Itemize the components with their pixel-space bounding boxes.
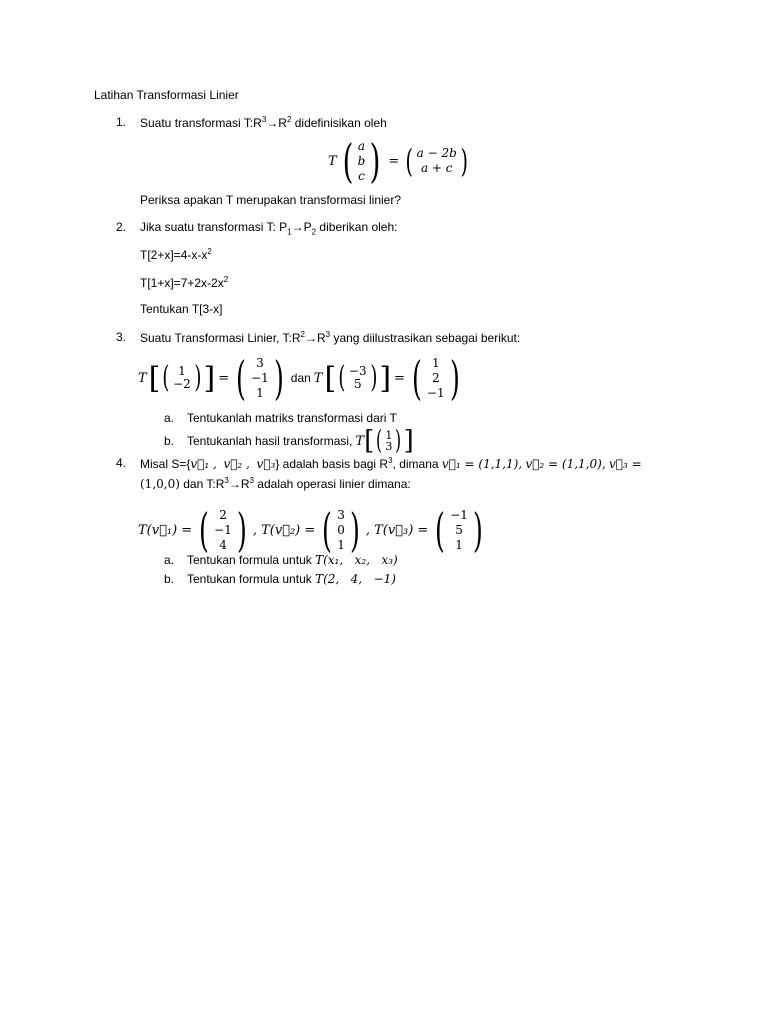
problem-1-output-vector: ( a − 2b a + c ) <box>405 142 468 180</box>
problem-3-statement: Suatu Transformasi Linier, $T:R^2\to R^3$ yang diilustrasikan sebagai berikut: <box>140 330 521 345</box>
problem-3-output-1: ( 3 −1 1 ) <box>236 351 284 405</box>
problem-1-statement: Suatu transformasi $T:R^3\to R^2$ didefinisikan oleh <box>140 115 387 130</box>
problem-3-sub-a: Tentukanlah matriks transformasi dari T <box>187 411 397 425</box>
problem-1-number: 1. <box>116 115 127 129</box>
problem-3-input-2: ( −3 5 ) <box>338 360 377 395</box>
problem-1-question: Periksa apakan T merupakan transformasi linier? <box>140 193 402 207</box>
problem-4-sub-a-label: a. <box>164 553 175 567</box>
problem-4-T-v1-vector: ( 2 −1 4 ) <box>199 503 247 557</box>
problem-1-input-vector: ( a b c ) <box>342 134 381 188</box>
problem-4-statement-line-1: Misal S={v⃗₁ , v⃗₂ , v⃗₃} adalah basis bagi $R^3$, dimana v⃗₁ = (1,1,1), v⃗₂ = (1,1,0), v⃗₃ = <box>140 456 642 471</box>
problem-2-line-2: $T[1+x]=7+2x-2x^2$ <box>140 275 229 290</box>
problem-3-sub-b-vector: ( 1 3 ) <box>376 426 402 456</box>
page-title: Latihan Transformasi Linier <box>94 88 239 102</box>
problem-4-equations: T(v⃗₁) = ( 2 −1 4 ) , T(v⃗₂) = ( 3 0 1 ) , T(v⃗₃) = ( −1 5 1 ) <box>138 506 487 554</box>
problem-4-T-v3-vector: ( −1 5 1 ) <box>435 503 483 557</box>
problem-3-sub-b: Tentukanlah hasil transformasi, T [ ( 1 3 ) ] <box>187 426 414 456</box>
problem-3-sub-a-label: a. <box>164 411 175 425</box>
problem-4-T-v2-vector: ( 3 0 1 ) <box>322 503 360 557</box>
problem-2-line-1: $T[2+x]=4-x-x^2$ <box>140 247 212 262</box>
problem-2-number: 2. <box>116 220 127 234</box>
problem-4-sub-b: Tentukan formula untuk T(2, 4, −1) <box>187 572 396 586</box>
problem-3-sub-b-label: b. <box>164 434 175 448</box>
problem-4-sub-b-label: b. <box>164 572 175 586</box>
problem-3-output-2: ( 1 2 −1 ) <box>411 351 460 405</box>
problem-2-statement: Jika suatu transformasi T: $P_1\to P_2$ diberikan oleh: <box>140 220 398 237</box>
problem-4-sub-a: Tentukan formula untuk T(x₁, x₂, x₃) <box>187 553 398 567</box>
problem-2-line-3: Tentukan T[3-x] <box>140 302 223 316</box>
problem-4-statement-line-2: (1,0,0) dan $T:R^3\to R^3$ adalah operasi linier dimana: <box>140 476 411 491</box>
problem-3-equation: T [ ( 1 −2 ) ] = ( 3 −1 1 ) dan T [ ( −3 5 ) ] = ( 1 2 −1 ) <box>138 354 464 402</box>
problem-4-number: 4. <box>116 456 127 470</box>
problem-1-equation: T ( a b c ) = ( a − 2b a + c ) <box>328 137 470 185</box>
problem-3-number: 3. <box>116 330 127 344</box>
problem-3-input-1: ( 1 −2 ) <box>162 360 202 395</box>
